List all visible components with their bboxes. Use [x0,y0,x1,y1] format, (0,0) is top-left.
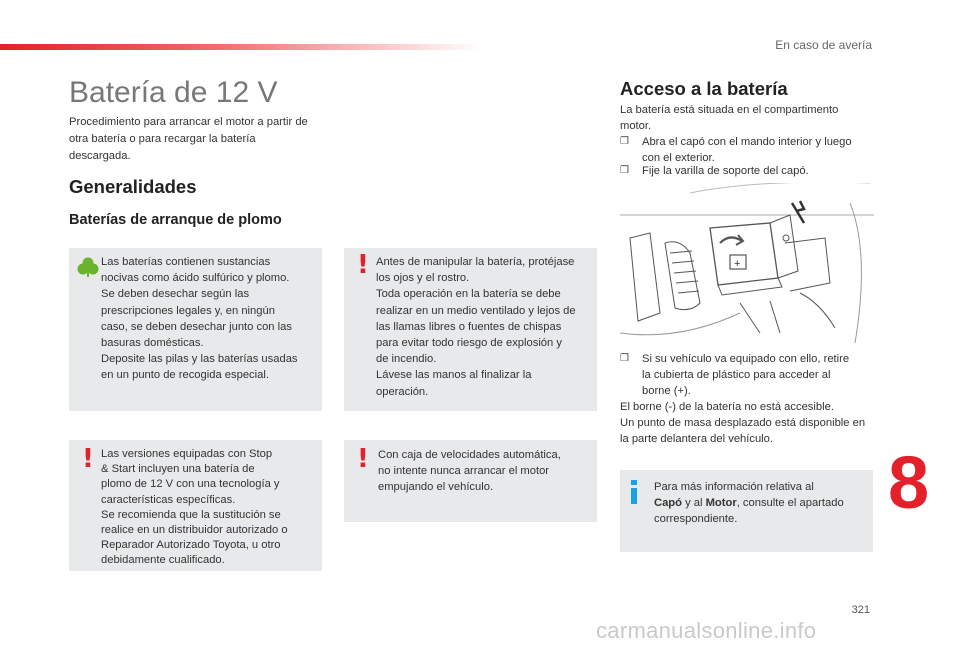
warning-auto-box [344,440,597,522]
info-text: Para más información relativa al Capó y al Motor, consulte el apartado correspondiente. [654,481,844,526]
warning-protect-text: Antes de manipular la batería, protéjase los ojos y el rostro. Toda operación en la batería se debe realizar en un medio ventilado y lejos de las llamas libres o fuentes de chispas para evitar todo riesgo de explosión y de incendio. Lávese las manos al finalizar la operación. [376,256,576,398]
info-box [620,470,873,552]
heading-lead-batteries: Baterías de arranque de plomo [69,212,282,228]
warning-stopstart-text: Las versiones equipadas con Stop & Start incluyen una batería de plomo de 12 V con una tecnología y características específicas. Se recomienda que la sustitución se realice en un distribuidor autorizado o Reparador Autorizado Toyota, u otro debidamente cualificado. [101,448,288,567]
heading-general: Generalidades [69,176,197,197]
step-remove-cover-text: Si su vehículo va equipado con ello, retire la cubierta de plástico para acceder al borne (+). [642,353,850,397]
warning-icon: ! [357,250,369,280]
heading-battery-access: Acceso a la batería [620,78,788,99]
step-open-hood-text: Abra el capó con el mando interior y luego con el exterior. [642,136,852,164]
warning-protect-box [344,248,597,411]
warning-auto-text: Con caja de velocidades automática, no intente nunca arrancar el motor empujando el vehículo. [378,449,561,494]
battery-engine-illustration [620,183,874,343]
warning-stopstart-box [69,440,322,571]
header-accent-bar [0,44,480,50]
intro-text: Procedimiento para arrancar el motor a partir de otra batería o para recargar la batería descargada. [69,116,308,162]
warning-icon: ! [357,444,369,474]
battery-location-text: La batería está situada en el compartimento motor. [620,104,839,132]
chapter-number: 8 [888,441,930,524]
bullet-square-icon: ❐ [620,353,629,364]
warning-icon: ! [82,444,94,474]
step-fix-rod-text: Fije la varilla de soporte del capó. [642,165,809,177]
page-title: Batería de 12 V [69,76,278,109]
note-negative-terminal: El borne (-) de la batería no está accesible. [620,401,834,413]
leaf-icon [77,256,99,278]
battery-plus-label: + [734,258,741,270]
watermark: carmanualsonline.info [596,618,817,643]
bullet-square-icon: ❐ [620,165,629,176]
step-fix-rod [620,163,880,179]
step-remove-cover [620,351,880,399]
step-open-hood [620,134,880,166]
eco-note-text: Las baterías contienen sustancias nocivas como ácido sulfúrico y plomo. Se deben desechar según las prescripciones legales y, en ningún caso, se deben desechar junto con las basuras domésticas. Deposite las pilas y las baterías usadas en un punto de recogida especial. [101,256,298,382]
note-ground-point: Un punto de masa desplazado está disponible en la parte delantera del vehículo. [620,417,866,445]
section-name: En caso de avería [775,38,872,52]
info-icon [630,480,639,504]
bullet-square-icon: ❐ [620,136,629,147]
page-number: 321 [851,604,870,616]
eco-note-box [69,248,322,411]
